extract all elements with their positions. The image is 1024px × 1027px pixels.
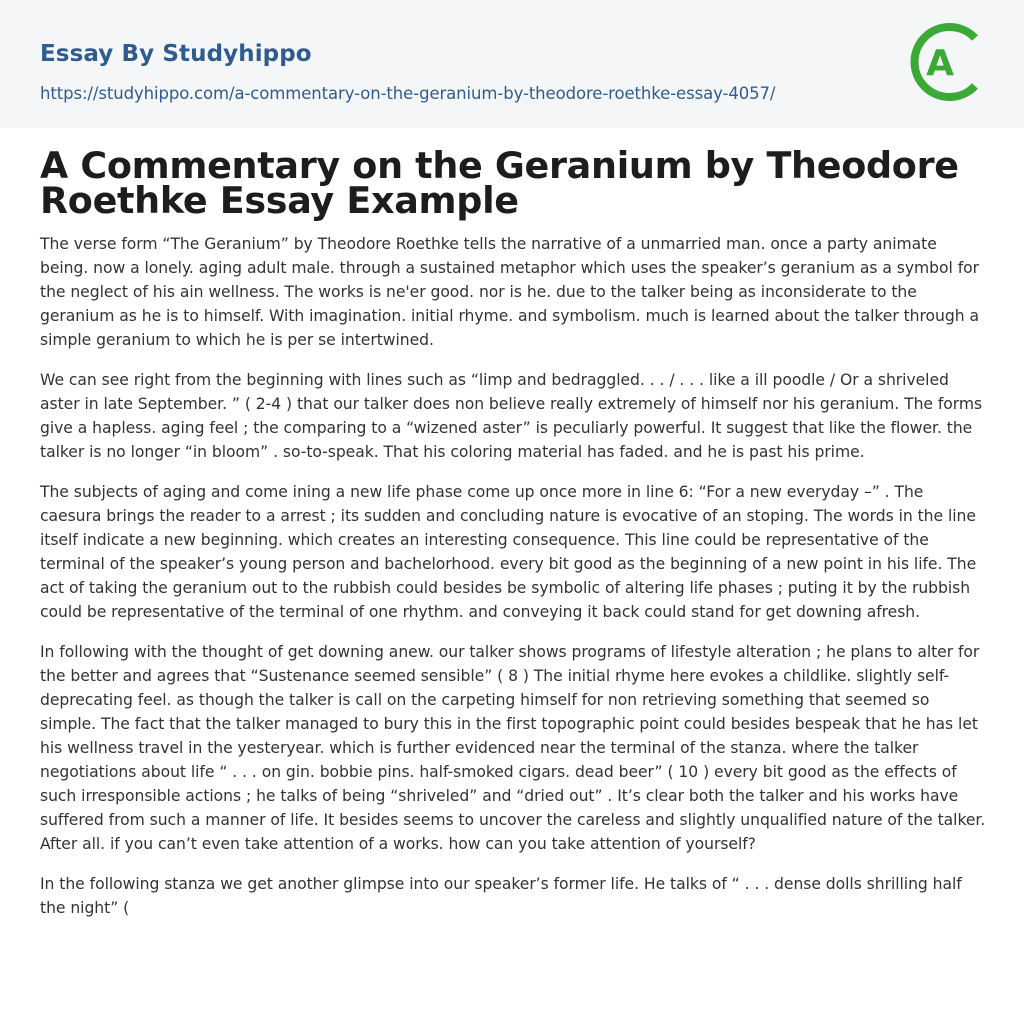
essay-paragraph-3: The subjects of aging and come ining a new life phase come up once more in line 6: “For a new everyday –” . The caesura brings the reader to a arrest ; its sudden and concluding nature is evocative of an stoping. The words in the line itself indicate a new beginning. which creates an interesting consequence. This line could be representative of the terminal of the speaker’s young person and bachelorhood. every bit good as the beginning of a new point in his life. The act of taking the geranium out to the rubbish could besides be symbolic of altering life phases ; puting it by the rubbish could be representative of the terminal of one rhythm. and conveying it back could stand for get downing afresh. — [40, 483, 977, 621]
article — [0, 144, 1024, 920]
essay-paragraph-2: We can see right from the beginning with lines such as “limp and bedraggled. . . / . . . like a ill poodle / Or a shriveled aster in late September. ” ( 2-4 ) that our talker does non believe really extremely of himself nor his geranium. The forms give a hapless. aging feel ; the comparing to a “wizened aster” is peculiarly powerful. It suggest that like the flower. the talker is no longer “in bloom” . so-to-speak. That his coloring material has faded. and he is past his prime. — [40, 371, 983, 461]
site-header — [0, 0, 1024, 128]
site-name[interactable]: Essay By Studyhippo — [40, 41, 312, 67]
essay-paragraph-1: The verse form “The Geranium” by Theodore Roethke tells the narrative of a unmarried man. once a party animate being. now a lonely. aging adult male. through a sustained metaphor which uses the speaker’s geranium as a symbol for the neglect of his ain wellness. The works is ne'er good. nor is he. due to the talker being as inconsiderate to the geranium as he is to himself. With imagination. initial rhyme. and symbolism. much is learned about the talker through a simple geranium to which he is per se intertwined. — [40, 235, 979, 349]
page-title: A Commentary on the Geranium by Theodore Roethke Essay Example — [40, 144, 959, 222]
essay-paragraph-5: In the following stanza we get another glimpse into our speaker’s former life. He talks of “ . . . dense dolls shrilling half the night” ( — [40, 875, 962, 917]
essay-paragraph-4: In following with the thought of get downing anew. our talker shows programs of lifestyle alteration ; he plans to alter for the better and agrees that “Sustenance seemed sensible” ( 8 ) The initial rhyme here evokes a childlike. slightly self-deprecating feel. as though the talker is call on the carpeting himself for non retrieving something that seemed so simple. The fact that the talker managed to bury this in the first topographic point could besides bespeak that he has let his wellness travel in the yesteryear. which is further evidenced near the terminal of the stanza. where the talker negotiations about life “ . . . on gin. bobbie pins. half-smoked cigars. dead beer” ( 10 ) every bit good as the effects of such irresponsible actions ; he talks of being “shriveled” and “dried out” . It’s clear both the talker and his works have suffered from such a manner of life. It besides seems to uncover the careless and slightly unqualified nature of the talker. After all. if you can’t even take attention of a works. how can you take attention of yourself? — [40, 643, 986, 853]
logo-letter: A — [926, 43, 954, 84]
source-url-link[interactable]: https://studyhippo.com/a-commentary-on-the-geranium-by-theodore-roethke-essay-4057/ — [40, 84, 776, 103]
studyhippo-logo-icon[interactable] — [908, 18, 990, 106]
